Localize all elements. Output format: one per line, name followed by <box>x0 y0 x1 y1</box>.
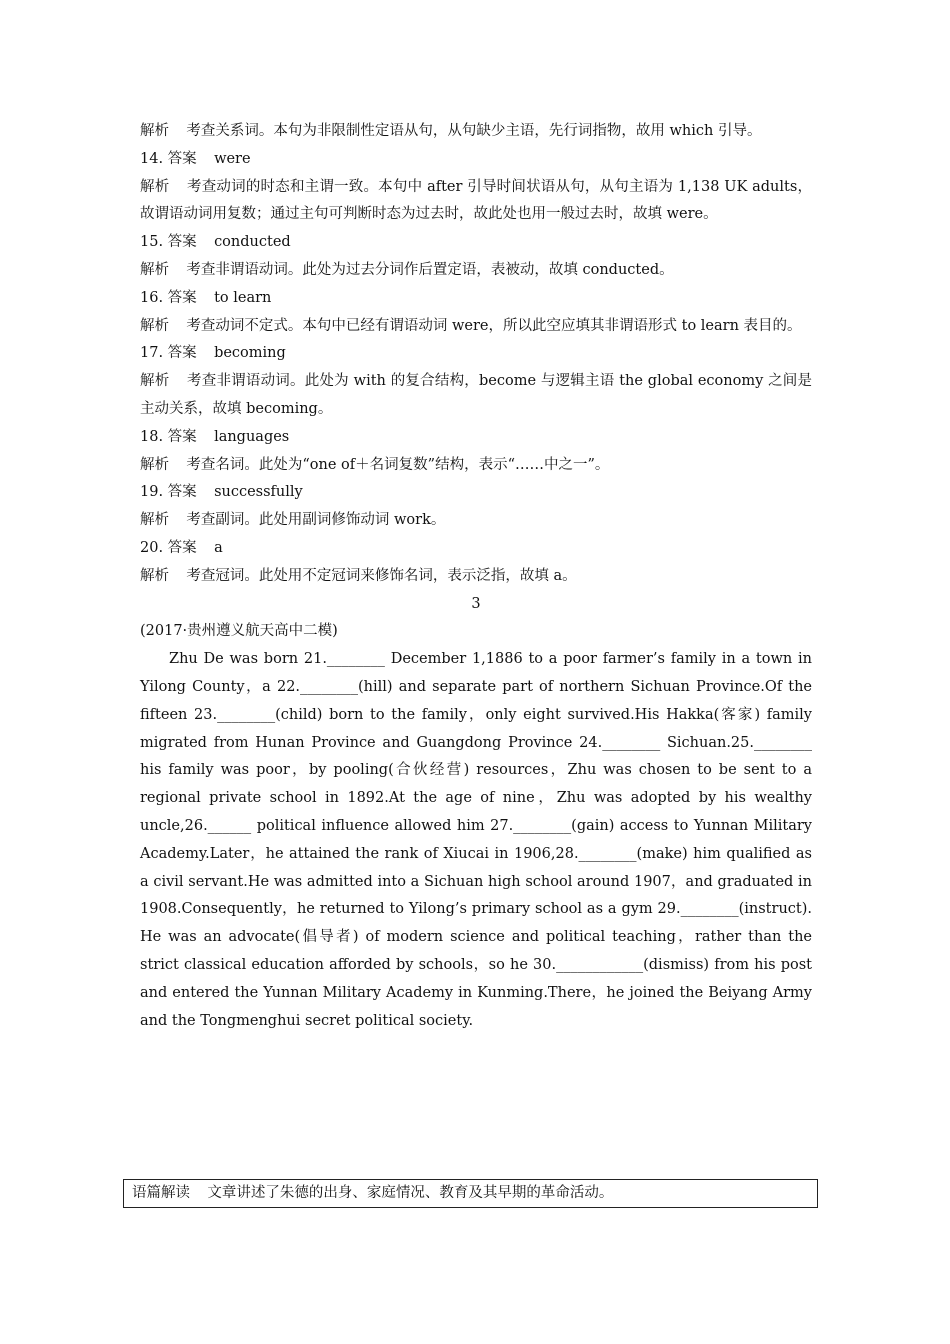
analysis-text: 考查动词的时态和主谓一致。本句中 after 引导时间状语从句，从句主语为 1,138 UK adults，故谓语动词用复数；通过主句可判断时态为过去时，故此处也用一般过去时，故填 were。 <box>140 178 813 223</box>
summary-label: 语篇解读 <box>132 1185 190 1201</box>
answer-line <box>140 340 812 368</box>
answer-label: 答案 <box>167 289 197 306</box>
answer-number: 18. <box>140 428 164 445</box>
analysis-text: 考查非谓语动词。此处为过去分词作后置定语，表被动，故填 conducted。 <box>186 261 674 278</box>
answer-line <box>140 229 812 257</box>
answer-text: a <box>214 539 223 556</box>
answer-list <box>140 118 812 591</box>
answer-line <box>140 479 812 507</box>
analysis-label: 解析 <box>140 373 170 390</box>
answer-text: becoming <box>214 345 286 362</box>
summary-box <box>123 1179 818 1208</box>
analysis-label: 解析 <box>140 123 169 139</box>
analysis-line <box>140 507 812 535</box>
analysis-label: 解析 <box>140 178 170 195</box>
reading-passage: Zhu De was born 21.________ December 1,1886 to a poor farmer’s family in a town in Yilong County，a 22.________(hill) and separate part of northern Sichuan Province.Of the fifteen 23.________(child) born to the family，only eight survived.His Hakka(客家) family migrated from Hunan Province and Guangdong Province 24.________ Sichuan.25.________ his family was poor，by pooling(合伙经营) resources，Zhu was chosen to be sent to a regional private school in 1892.At the age of nine，Zhu was adopted by his wealthy uncle,26.______ political influence allowed him 27.________(gain) access to Yunnan Military Academy.Later，he attained the rank of Xiucai in 1906,28.________(make) him qualified as a civil servant.He was admitted into a Sichuan high school around 1907，and graduated in 1908.Consequently，he returned to Yilong’s primary school as a gym 29.________(instruct). He was an advocate(倡导者) of modern science and political teaching，rather than the strict classical education afforded by schools，so he 30.____________(dismiss) from his post and entered the Yunnan Military Academy in Kunming.There，he joined the Beiyang Army and the Tongmenghui secret political society. <box>140 651 812 1029</box>
analysis-line <box>140 368 812 424</box>
analysis-line <box>140 257 812 285</box>
analysis-line <box>140 174 812 230</box>
answer-number: 20. <box>140 539 164 556</box>
analysis-line <box>140 313 812 341</box>
analysis-label: 解析 <box>140 512 169 529</box>
analysis-line <box>140 563 812 591</box>
source-line: (2017·贵州遵义航天高中二模) <box>140 623 338 640</box>
analysis-line <box>140 118 812 146</box>
answer-text: to learn <box>214 289 272 306</box>
answer-text: conducted <box>214 234 291 251</box>
answer-number: 14. <box>140 150 164 167</box>
analysis-label: 解析 <box>140 317 169 334</box>
answer-line <box>140 424 812 452</box>
answer-text: languages <box>214 428 290 445</box>
analysis-text: 考查副词。此处用副词修饰动词 work。 <box>186 512 446 529</box>
answer-label: 答案 <box>167 428 197 445</box>
answer-label: 答案 <box>167 234 197 251</box>
answer-label: 答案 <box>167 150 197 167</box>
answer-line <box>140 535 812 563</box>
answer-number: 16. <box>140 289 164 306</box>
analysis-text: 考查非谓语动词。此处为 with 的复合结构，become 与逻辑主语 the global economy 之间是主动关系，故填 becoming。 <box>140 373 813 417</box>
answer-number: 17. <box>140 345 164 362</box>
analysis-label: 解析 <box>140 456 169 473</box>
answer-line <box>140 146 812 174</box>
analysis-text: 考查冠词。此处用不定冠词来修饰名词，表示泛指，故填 a。 <box>186 567 577 584</box>
analysis-text: 考查动词不定式。本句中已经有谓语动词 were，所以此空应填其非谓语形式 to learn 表目的。 <box>186 317 802 334</box>
answer-label: 答案 <box>167 539 197 556</box>
answer-line <box>140 285 812 313</box>
document-page <box>140 118 812 1035</box>
section-number: 3 <box>471 595 481 612</box>
answer-label: 答案 <box>167 345 197 362</box>
answer-number: 19. <box>140 484 164 501</box>
answer-text: successfully <box>214 484 303 501</box>
analysis-line <box>140 452 812 480</box>
answer-label: 答案 <box>167 484 197 501</box>
analysis-label: 解析 <box>140 261 169 278</box>
analysis-label: 解析 <box>140 567 169 584</box>
answer-number: 15. <box>140 234 164 251</box>
summary-text: 文章讲述了朱德的出身、家庭情况、教育及其早期的革命活动。 <box>207 1185 614 1201</box>
analysis-text: 考查名词。此处为“one of＋名词复数”结构，表示“……中之一”。 <box>186 456 610 473</box>
analysis-text: 考查关系词。本句为非限制性定语从句，从句缺少主语，先行词指物，故用 which 引导。 <box>186 123 762 139</box>
answer-text: were <box>214 150 251 167</box>
